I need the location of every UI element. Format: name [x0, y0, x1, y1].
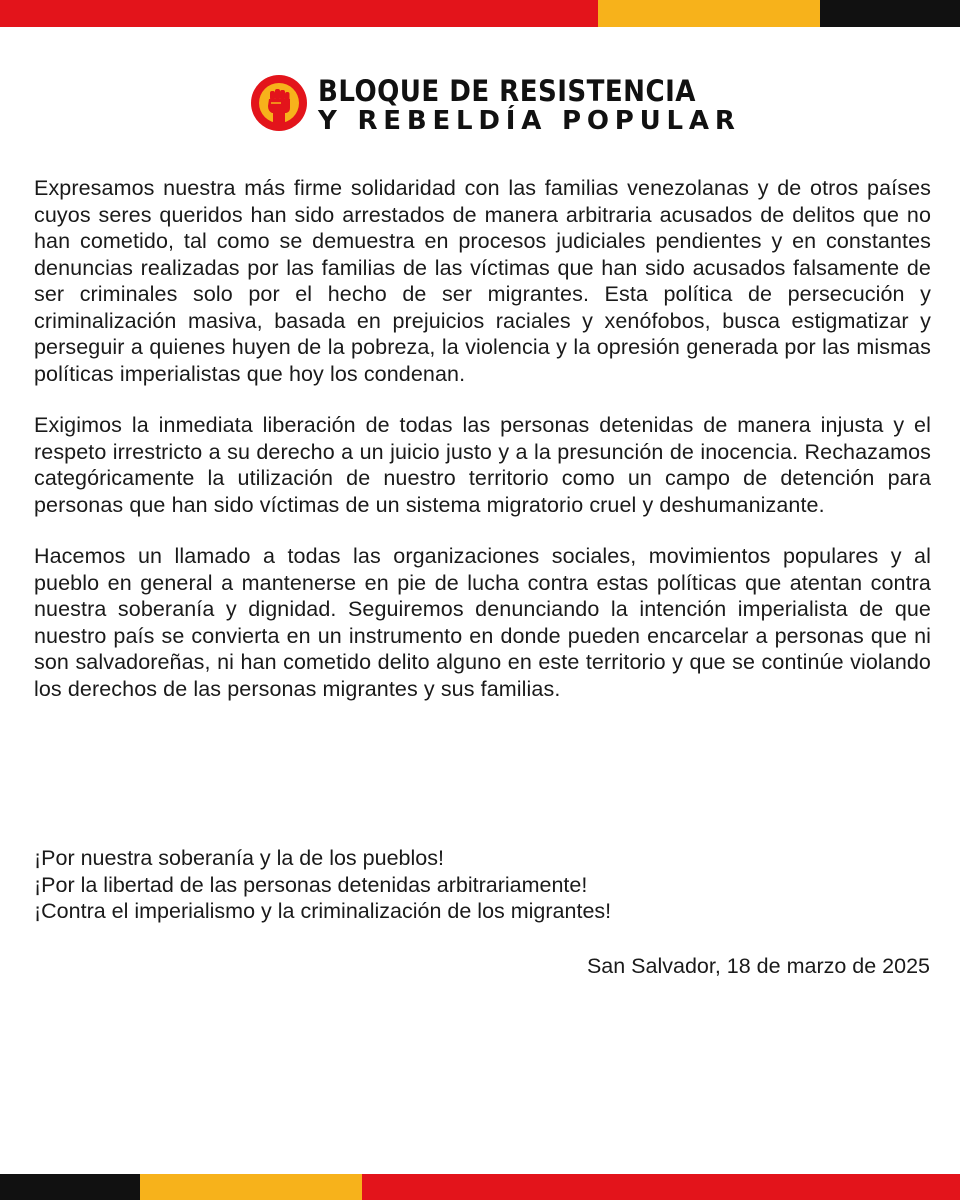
- top-stripe-yellow: [598, 0, 820, 27]
- statement-body: [34, 175, 931, 727]
- raised-fist-icon: [250, 74, 308, 132]
- slogan-line: ¡Por la libertad de las personas detenidas arbitrariamente!: [34, 872, 588, 897]
- slogan-line: ¡Por nuestra soberanía y la de los pueblos!: [34, 846, 444, 870]
- slogan-line: ¡Contra el imperialismo y la criminalización de los migrantes!: [34, 899, 612, 923]
- logo-title-line2: Y REBELDÍA POPULAR: [318, 106, 741, 136]
- paragraph-demands: Exigimos la inmediata liberación de todas las personas detenidas de manera injusta y el respeto irrestricto a su derecho a un juicio justo y a la presunción de inocencia. Rechazamos categóricamente la utilización de nuestro territorio como un campo de detención para personas que han sido víctimas de un sistema migratorio cruel y deshumanizante.: [34, 413, 931, 517]
- bottom-stripe-yellow: [140, 1174, 362, 1200]
- bottom-stripe-black: [0, 1174, 140, 1200]
- paragraph-call-to-action: Hacemos un llamado a todas las organizaciones sociales, movimientos populares y al pueblo en general a mantenerse en pie de lucha contra estas políticas que atentan contra nuestra soberanía y dignidad. Seguiremos denunciando la intención imperialista de que nuestro país se convierta en un instrumento en donde pueden encarcelar a personas que ni son salvadoreñas, ni han cometido delito alguno en este territorio y que se continúe violando los derechos de las personas migrantes y sus familias.: [34, 544, 931, 701]
- top-stripe-black: [820, 0, 960, 27]
- top-stripe-red: [0, 0, 598, 27]
- place-and-date: San Salvador, 18 de marzo de 2025: [586, 954, 930, 978]
- bottom-stripe-red: [362, 1174, 960, 1200]
- paragraph-solidarity: Expresamos nuestra más firme solidaridad con las familias venezolanas y de otros países cuyos seres queridos han sido arrestados de manera arbitraria acusados de delitos que no han cometido, tal como se demuestra en procesos judiciales pendientes y en constantes denuncias realizadas por las familias de las víctimas que han sido acusados falsamente de ser criminales solo por el hecho de ser migrantes. Esta política de persecución y criminalización masiva, basada en prejuicios raciales y xenófobos, busca estigmatizar y perseguir a quienes huyen de la pobreza, la violencia y la opresión generada por las mismas políticas imperialistas que hoy los condenan.: [34, 176, 931, 386]
- logo-title-line1: BLOQUE DE RESISTENCIA: [318, 74, 696, 108]
- slogans: [34, 845, 931, 925]
- organization-logo: [250, 74, 741, 136]
